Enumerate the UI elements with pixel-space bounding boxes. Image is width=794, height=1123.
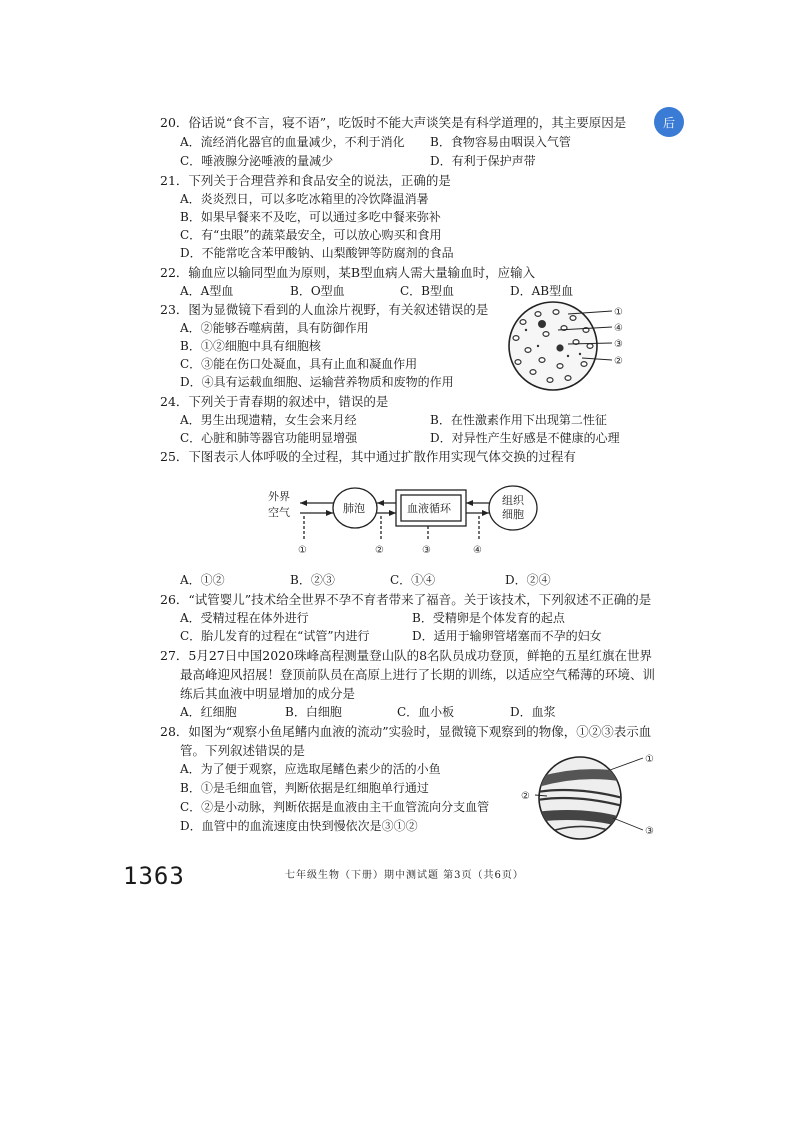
vessel-label-2: ②	[521, 791, 530, 802]
label-outside-air-2: 空气	[268, 506, 290, 519]
process-number-4: ④	[473, 545, 482, 556]
q22-option-a: A．A型血	[180, 284, 234, 298]
q27-option-d: D．血浆	[510, 705, 556, 719]
label-tissue-2: 细胞	[502, 508, 524, 521]
q21-option-d: D．不能常吃含苯甲酸钠、山梨酸钾等防腐剂的食品	[180, 246, 454, 260]
q22-option-c: C．B型血	[400, 284, 455, 298]
q20-option-c: C．唾液腺分泌唾液的量减少	[180, 154, 334, 168]
q23-option-c: C．③能在伤口处凝血，具有止血和凝血作用	[180, 357, 418, 371]
process-number-1: ①	[298, 545, 307, 556]
question-21-stem: 21．下列关于合理营养和食品安全的说法，正确的是	[160, 173, 451, 188]
q26-option-b: B．受精卵是个体发育的起点	[412, 611, 565, 625]
q21-option-b: B．如果早餐来不及吃，可以通过多吃中餐来弥补	[180, 210, 441, 224]
q26-option-a: A．受精过程在体外进行	[180, 611, 309, 625]
vessel-label-3: ③	[645, 826, 654, 837]
q23-option-b: B．①②细胞中具有细胞核	[180, 339, 321, 353]
q23-option-d: D．④具有运载血细胞、运输营养物质和废物的作用	[180, 375, 454, 389]
q25-option-d: D．②④	[505, 573, 551, 587]
page-badge-icon[interactable]	[654, 107, 684, 137]
q21-option-a: A．炎炎烈日，可以多吃冰箱里的冷饮降温消暑	[180, 192, 429, 206]
question-27-stem-line2: 最高峰迎风招展！登顶前队员在高原上进行了长期的训练，以适应空气稀薄的环境、训	[180, 667, 656, 682]
q25-option-a: A．①②	[180, 573, 225, 587]
question-23-stem: 23．图为显微镜下看到的人血涂片视野，有关叙述错误的是	[160, 302, 489, 317]
label-blood-circulation: 血液循环	[407, 502, 451, 515]
q20-option-a: A．流经消化器官的血量减少，不利于消化	[180, 135, 405, 149]
q25-option-c: C．①④	[390, 573, 436, 587]
q22-option-b: B．O型血	[290, 284, 345, 298]
process-number-3: ③	[422, 545, 431, 556]
page-code: 1363	[123, 862, 185, 890]
q28-option-b: B．①是毛细血管，判断依据是红细胞单行通过	[180, 781, 429, 795]
question-28-stem-line2: 管。下列叙述错误的是	[180, 743, 306, 758]
label-tissue-1: 组织	[502, 494, 524, 507]
page-footer: 七年级生物（下册）期中测试题 第3页（共6页）	[285, 870, 524, 881]
question-24-stem: 24．下列关于青春期的叙述中，错误的是	[160, 394, 389, 409]
q23-option-a: A．②能够吞噬病菌，具有防御作用	[180, 321, 369, 335]
badge-label: 后	[662, 115, 675, 130]
question-20-stem: 20．俗话说“食不言，寝不语”，吃饭时不能大声谈笑是有科学道理的，其主要原因是	[160, 115, 627, 130]
q24-option-a: A．男生出现遗精，女生会来月经	[180, 413, 357, 427]
q26-option-c: C．胎儿发育的过程在“试管”内进行	[180, 629, 370, 643]
smear-label-1: ①	[614, 307, 623, 318]
smear-label-3: ③	[614, 339, 623, 350]
q24-option-d: D．对异性产生好感是不健康的心理	[430, 431, 620, 445]
blood-smear-figure	[498, 300, 638, 392]
q28-option-d: D．血管中的血流速度由快到慢依次是③①②	[180, 819, 418, 833]
question-28-stem-line1: 28．如图为“观察小鱼尾鳍内血液的流动”实验时，显微镜下观察到的物像，①②③表示血	[160, 724, 652, 739]
q27-option-a: A．红细胞	[180, 705, 237, 719]
q28-option-c: C．②是小动脉，判断依据是血液由主干血管流向分支血管	[180, 800, 490, 814]
process-number-2: ②	[375, 545, 384, 556]
q27-option-c: C．血小板	[397, 705, 455, 719]
question-27-stem-line1: 27．5月27日中国2020珠峰高程测量登山队的8名队员成功登顶，鲜艳的五星红旗在世界	[160, 648, 653, 663]
label-alveoli: 肺泡	[343, 502, 365, 515]
respiration-process-diagram	[258, 476, 558, 560]
q28-option-a: A．为了便于观察，应选取尾鳍色素少的活的小鱼	[180, 762, 441, 776]
question-27-stem-line3: 练后其血液中明显增加的成分是	[180, 686, 356, 701]
q20-option-b: B．食物容易由咽误入气管	[430, 135, 571, 149]
question-26-stem: 26．“试管婴儿”技术给全世界不孕不育者带来了福音。关于该技术，下列叙述不正确的是	[160, 592, 652, 607]
q22-option-d: D．AB型血	[510, 284, 574, 298]
question-25-stem: 25．下图表示人体呼吸的全过程，其中通过扩散作用实现气体交换的过程有	[160, 449, 576, 464]
q20-option-d: D．有利于保护声带	[430, 154, 536, 168]
smear-label-4: ④	[614, 323, 623, 334]
vessel-label-1: ①	[645, 754, 654, 765]
q21-option-c: C．有“虫眼”的蔬菜最安全，可以放心购买和食用	[180, 228, 442, 242]
smear-label-2: ②	[614, 356, 623, 367]
q25-option-b: B．②③	[290, 573, 335, 587]
q24-option-b: B．在性激素作用下出现第二性征	[430, 413, 607, 427]
label-outside-air-1: 外界	[268, 490, 290, 503]
fish-tail-blood-vessel-figure	[515, 752, 665, 844]
q24-option-c: C．心脏和肺等器官功能明显增强	[180, 431, 358, 445]
q26-option-d: D．适用于输卵管堵塞而不孕的妇女	[412, 629, 602, 643]
q27-option-b: B．白细胞	[285, 705, 342, 719]
question-22-stem: 22．输血应以输同型血为原则，某B型血病人需大量输血时，应输入	[160, 265, 536, 280]
